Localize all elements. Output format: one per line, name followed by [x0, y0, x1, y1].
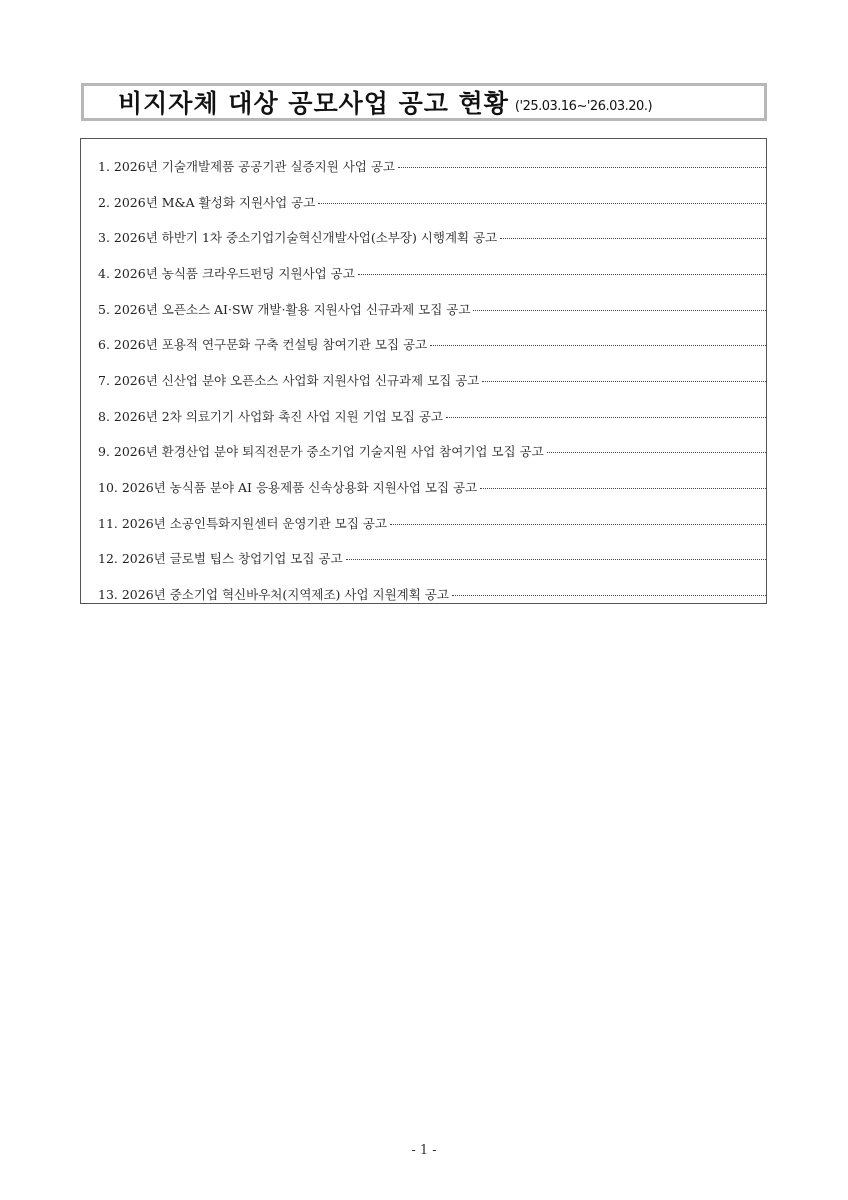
toc-item-text: 13. 2026년 중소기업 혁신바우처(지역제조) 사업 지원계획 공고 — [98, 587, 449, 603]
toc-item[interactable] — [81, 255, 766, 291]
toc-leader-dots — [318, 203, 766, 204]
document-period: ('25.03.16~'26.03.20.) — [514, 99, 653, 114]
toc-item-text: 2. 2026년 M&A 활성화 지원사업 공고 — [98, 194, 316, 210]
toc-item-text: 12. 2026년 글로벌 팁스 창업기업 모집 공고 — [98, 551, 343, 567]
toc-leader-dots — [500, 238, 766, 239]
toc-item-text: 11. 2026년 소공인특화지원센터 운영기관 모집 공고 — [98, 515, 387, 531]
toc-item[interactable] — [81, 576, 766, 604]
toc-item-text: 4. 2026년 농식품 크라우드펀딩 지원사업 공고 — [98, 265, 355, 281]
toc-leader-dots — [358, 274, 766, 275]
table-of-contents — [80, 138, 767, 604]
toc-item-text: 7. 2026년 신산업 분야 오픈소스 사업화 지원사업 신규과제 모집 공고 — [98, 372, 480, 388]
toc-item[interactable] — [81, 291, 766, 327]
toc-item-text: 9. 2026년 환경산업 분야 퇴직전문가 중소기업 기술지원 사업 참여기업 모집 공고 — [98, 444, 544, 460]
toc-item-text: 8. 2026년 2차 의료기기 사업화 촉진 사업 지원 기업 모집 공고 — [98, 408, 444, 424]
document-title: 비지자체 대상 공모사업 공고 현황 — [118, 89, 509, 118]
toc-item-text: 10. 2026년 농식품 분야 AI 응용제품 신속상용화 지원사업 모집 공고 — [98, 480, 478, 496]
toc-item-text: 3. 2026년 하반기 1차 중소기업기술혁신개발사업(소부장) 시행계획 공고 — [98, 230, 498, 246]
toc-item[interactable] — [81, 434, 766, 470]
toc-list — [81, 139, 766, 604]
toc-leader-dots — [346, 559, 766, 560]
toc-item-text: 6. 2026년 포용적 연구문화 구축 컨설팅 참여기관 모집 공고 — [98, 337, 428, 353]
toc-leader-dots — [390, 524, 766, 525]
toc-item[interactable] — [81, 505, 766, 541]
document-title-box — [81, 83, 767, 121]
toc-item-text: 5. 2026년 오픈소스 AI·SW 개발·활용 지원사업 신규과제 모집 공고 — [98, 301, 471, 317]
toc-leader-dots — [473, 310, 766, 311]
toc-leader-dots — [452, 595, 766, 596]
toc-leader-dots — [446, 417, 766, 418]
toc-item[interactable] — [81, 148, 766, 184]
toc-item[interactable] — [81, 219, 766, 255]
toc-item-text: 1. 2026년 기술개발제품 공공기관 실증지원 사업 공고 — [98, 158, 396, 174]
toc-leader-dots — [482, 381, 766, 382]
toc-leader-dots — [398, 167, 766, 168]
toc-leader-dots — [547, 452, 766, 453]
toc-leader-dots — [430, 345, 766, 346]
toc-item[interactable] — [81, 184, 766, 220]
toc-leader-dots — [480, 488, 766, 489]
toc-item[interactable] — [81, 362, 766, 398]
toc-item[interactable] — [81, 469, 766, 505]
toc-item[interactable] — [81, 541, 766, 577]
page-number: - 1 - — [411, 1143, 437, 1158]
toc-item[interactable] — [81, 398, 766, 434]
toc-item[interactable] — [81, 326, 766, 362]
